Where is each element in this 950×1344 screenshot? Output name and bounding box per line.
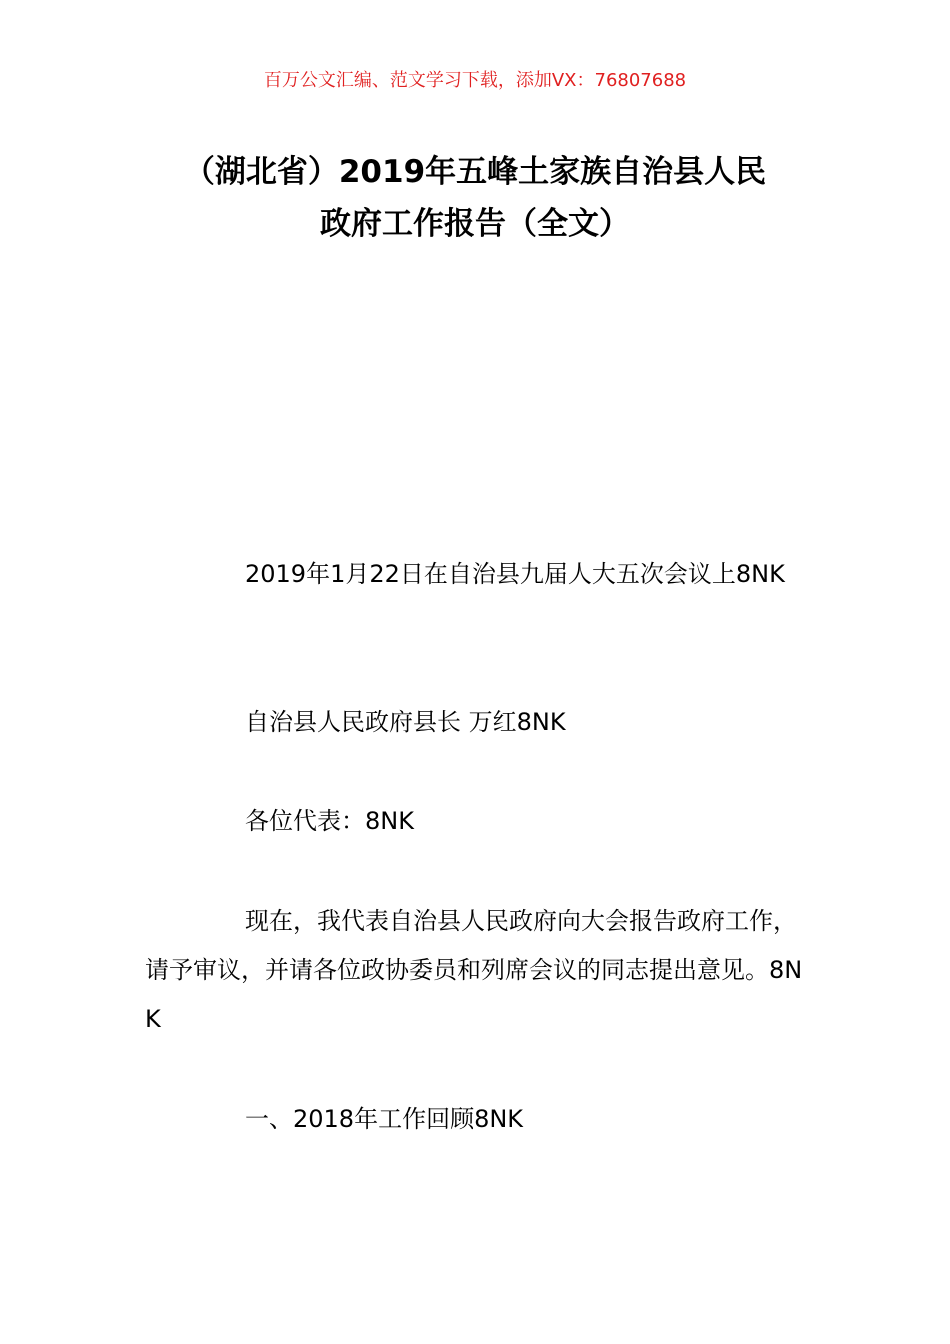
paragraph-salutation: 各位代表：8NK <box>245 807 414 835</box>
document-title <box>100 146 850 250</box>
title-line-1: （湖北省）2019年五峰土家族自治县人民 <box>183 154 767 190</box>
section-heading-review: 一、2018年工作回顾8NK <box>245 1105 524 1133</box>
paragraph-speaker: 自治县人民政府县长 万红8NK <box>245 708 566 736</box>
title-line-2: 政府工作报告（全文） <box>320 206 630 242</box>
paragraph-meeting-date: 2019年1月22日在自治县九届人大五次会议上8NK <box>245 560 785 588</box>
paragraph-intro: 现在，我代表自治县人民政府向大会报告政府工作，请予审议，并请各位政协委员和列席会议的同志提出意见。8NK <box>145 907 803 1033</box>
watermark-header: 百万公文汇编、范文学习下载，添加VX：76807688 <box>263 70 687 91</box>
